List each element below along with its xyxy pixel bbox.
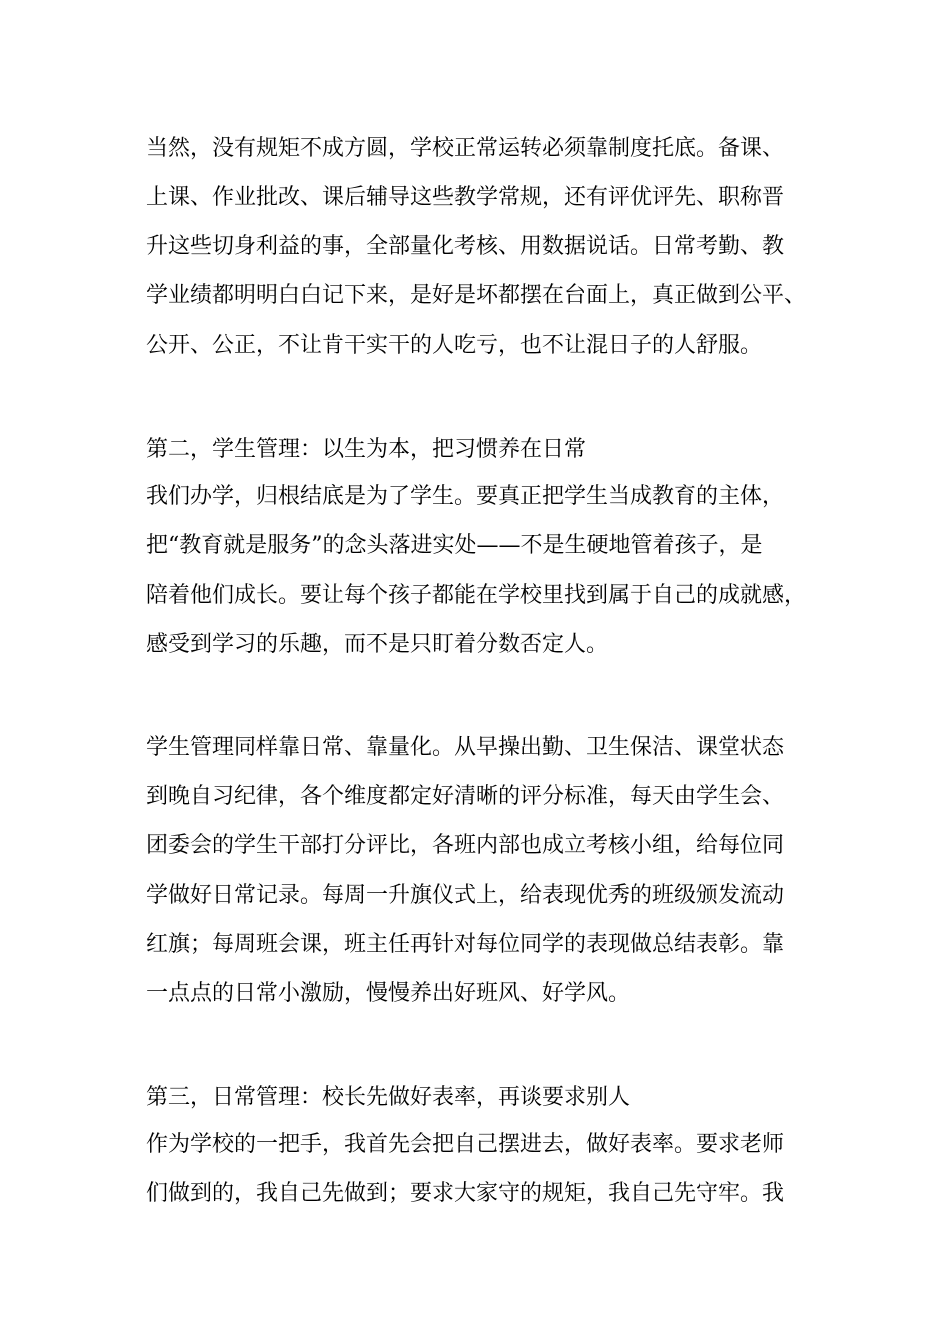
- paragraph-line: 升这些切身利益的事，全部量化考核、用数据说话。日常考勤、教: [146, 234, 785, 259]
- paragraph-line: 学业绩都明明白白记下来，是好是坏都摆在台面上，真正做到公平、: [146, 283, 807, 308]
- section-heading: 第三，日常管理：校长先做好表率，再谈要求别人: [146, 1085, 631, 1110]
- paragraph-line: 学做好日常记录。每周一升旗仪式上，给表现优秀的班级颁发流动: [146, 883, 785, 908]
- paragraph-line: 陪着他们成长。要让每个孩子都能在学校里找到属于自己的成就感，: [146, 583, 807, 608]
- paragraph-line: 学生管理同样靠日常、靠量化。从早操出勤、卫生保洁、课堂状态: [146, 735, 785, 760]
- section-heading: 第二，学生管理：以生为本，把习惯养在日常: [146, 437, 587, 462]
- paragraph-line: 到晚自习纪律，各个维度都定好清晰的评分标准，每天由学生会、: [146, 784, 785, 809]
- paragraph-line: 作为学校的一把手，我首先会把自己摆进去，做好表率。要求老师: [146, 1132, 785, 1157]
- paragraph-line: 公开、公正，不让肯干实干的人吃亏，也不让混日子的人舒服。: [146, 333, 763, 358]
- paragraph-line: 一点点的日常小激励，慢慢养出好班风、好学风。: [146, 981, 631, 1006]
- paragraph-line: 当然，没有规矩不成方圆，学校正常运转必须靠制度托底。备课、: [146, 136, 785, 161]
- paragraph-line: 感受到学习的乐趣，而不是只盯着分数否定人。: [146, 632, 609, 657]
- paragraph-line: 红旗；每周班会课，班主任再针对每位同学的表现做总结表彰。靠: [146, 932, 785, 957]
- paragraph-line: 把“教育就是服务”的念头落进实处——不是生硬地管着孩子，是: [146, 533, 763, 558]
- paragraph-line: 团委会的学生干部打分评比，各班内部也成立考核小组，给每位同: [146, 833, 785, 858]
- paragraph-line: 我们办学，归根结底是为了学生。要真正把学生当成教育的主体，: [146, 484, 785, 509]
- paragraph-line: 们做到的，我自己先做到；要求大家守的规矩，我自己先守牢。我: [146, 1181, 785, 1206]
- paragraph-line: 上课、作业批改、课后辅导这些教学常规，还有评优评先、职称晋: [146, 185, 785, 210]
